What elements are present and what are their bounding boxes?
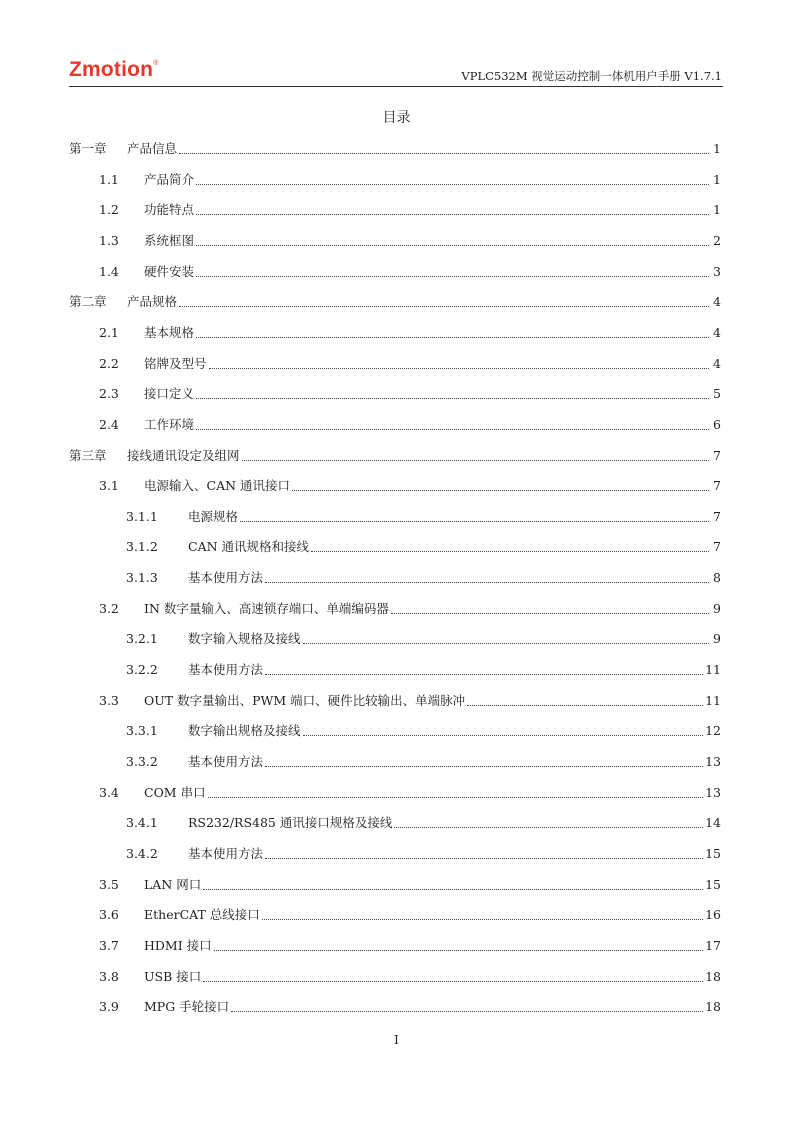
toc-entry-page: 9 [713,631,721,647]
toc-entry-page: 11 [705,662,721,678]
toc-entry[interactable] [69,658,721,678]
toc-dot-leader [196,418,709,430]
toc-entry-number: 3.1.1 [126,508,158,524]
toc-entry-number: 1.1 [99,171,119,187]
toc-entry-number: 3.1 [99,478,119,494]
toc-dot-leader [196,326,709,338]
toc-entry-page: 4 [713,324,721,340]
toc-entry-title: HDMI 接口 [144,937,212,953]
toc-entry-number: 1.4 [99,263,119,279]
toc-entry-page: 15 [705,876,721,892]
toc-entry-title: 产品简介 [144,171,195,187]
toc-entry-title: 硬件安装 [144,263,195,279]
toc-entry-title: 基本使用方法 [188,662,264,678]
toc-entry-number: 3.8 [99,968,119,984]
toc-entry-number: 3.6 [99,907,119,923]
toc-entry[interactable] [69,474,721,494]
toc-entry[interactable] [69,290,721,310]
toc-entry-title: 系统框图 [144,232,195,248]
toc-entry-title: 接线通讯设定及组网 [127,447,240,463]
toc-entry-title: USB 接口 [144,968,202,984]
toc-entry-page: 17 [705,937,721,953]
toc-entry-number: 3.4.2 [126,845,158,861]
toc-entry[interactable] [69,627,721,647]
toc-entry-number: 3.3 [99,692,119,708]
toc-dot-leader [303,724,704,736]
toc-entry-page: 16 [705,907,721,923]
toc-entry-page: 8 [713,570,721,586]
toc-entry[interactable] [69,260,721,280]
toc-entry[interactable] [69,995,721,1015]
toc-dot-leader [196,173,709,185]
toc-entry-number: 3.4 [99,784,119,800]
toc-dot-leader [242,449,709,461]
toc-entry-page: 7 [713,539,721,555]
toc-entry[interactable] [69,689,721,709]
toc-entry[interactable] [69,413,721,433]
toc-entry-number: 3.3.2 [126,754,158,769]
toc-dot-leader [179,295,709,307]
toc-entry-number: 1.2 [99,202,119,218]
toc-entry-title: 电源输入、CAN 通讯接口 [144,478,291,494]
toc-entry-title: 产品规格 [127,294,178,310]
toc-entry-title: 基本使用方法 [188,754,264,769]
toc-entry-title: 基本使用方法 [188,570,264,586]
toc-entry[interactable] [69,842,721,862]
toc-entry-page: 1 [713,171,721,187]
toc-dot-leader [265,663,703,675]
toc-entry-title: MPG 手轮接口 [144,999,230,1015]
toc-entry-page: 1 [713,141,721,156]
toc-entry-number: 3.2 [99,600,119,616]
toc-entry-title: LAN 网口 [144,876,202,892]
toc-entry-number: 3.1.2 [126,539,158,555]
toc-entry-page: 14 [705,815,721,831]
toc-entry-page: 13 [705,754,721,769]
toc-dot-leader [196,234,709,246]
toc-entry-number: 2.3 [99,386,119,402]
toc-entry[interactable] [69,566,721,586]
toc-entry-page: 15 [705,845,721,861]
toc-entry[interactable] [69,382,721,402]
toc-entry-title: 功能特点 [144,202,195,218]
toc-dot-leader [214,939,703,951]
toc-entry[interactable] [69,903,721,923]
toc-entry[interactable] [69,229,721,249]
toc-entry-page: 3 [713,263,721,279]
toc-entry-number: 2.1 [99,324,119,340]
toc-entry-number: 3.9 [99,999,119,1015]
toc-entry-page: 1 [713,202,721,218]
toc-entry-page: 7 [713,508,721,524]
toc-dot-leader [262,908,703,920]
toc-heading: 目录 [382,110,411,126]
toc-entry-title: 产品信息 [127,141,178,156]
document-title: VPLC532M 视觉运动控制一体机用户手册 V1.7.1 [461,69,722,83]
toc-entry[interactable] [69,321,721,341]
toc-entry-title: 基本使用方法 [188,845,264,861]
toc-entry-number: 1.3 [99,232,119,248]
toc-entry-title: 铭牌及型号 [144,355,207,371]
toc-dot-leader [265,755,703,767]
toc-entry-page: 11 [705,692,721,708]
toc-entry-title: 数字输出规格及接线 [188,723,301,739]
toc-entry-page: 2 [713,232,721,248]
toc-dot-leader [196,387,709,399]
toc-dot-leader [196,265,709,277]
toc-entry-title: RS232/RS485 通讯接口规格及接线 [188,815,393,831]
toc-entry-title: IN 数字量输入、高速锁存端口、单端编码器 [144,600,389,616]
toc-dot-leader [179,142,709,154]
toc-dot-leader [391,602,709,614]
toc-entry-title: EtherCAT 总线接口 [144,907,260,923]
toc-entry[interactable] [69,352,721,372]
toc-entry[interactable] [69,934,721,954]
zmotion-logo [69,58,159,82]
toc-entry-page: 9 [713,600,721,616]
toc-dot-leader [467,694,703,706]
toc-dot-leader [208,786,704,798]
footer-page-number: I [394,1032,399,1047]
toc-entry[interactable] [69,781,721,801]
toc-entry-title: 接口定义 [144,386,195,402]
toc-entry[interactable] [69,597,721,617]
toc-entry-title: CAN 通讯规格和接线 [188,539,310,555]
toc-dot-leader [231,1000,703,1012]
toc-entry-number: 3.2.2 [126,662,158,678]
toc-entry-title: 数字输入规格及接线 [188,631,301,647]
toc-entry-page: 18 [705,968,721,984]
toc-dot-leader [265,847,703,859]
toc-entry-page: 4 [713,355,721,371]
toc-entry[interactable] [69,719,721,739]
toc-entry-number: 3.4.1 [126,815,158,831]
toc-entry[interactable] [69,505,721,525]
toc-entry-number: 3.1.3 [126,570,158,586]
toc-entry[interactable] [69,965,721,985]
toc-dot-leader [265,571,709,583]
toc-entry-title: 工作环境 [144,416,195,432]
toc-entry-title: OUT 数字量输出、PWM 端口、硬件比较输出、单端脉冲 [144,692,466,708]
toc-entry-number: 3.3.1 [126,723,158,739]
toc-entry-page: 5 [713,386,721,402]
toc-entry-title: 基本规格 [144,324,195,340]
toc-dot-leader [240,510,709,522]
toc-entry-number: 3.7 [99,937,119,953]
registered-mark: ® [153,60,159,67]
toc-dot-leader [203,878,703,890]
toc-dot-leader [303,632,709,644]
toc-entry-number: 3.2.1 [126,631,158,647]
toc-entry-page: 6 [713,416,721,432]
toc-dot-leader [394,816,703,828]
header-divider [69,86,723,87]
toc-entry[interactable] [69,535,721,555]
toc-entry-page: 7 [713,447,721,463]
toc-entry[interactable] [69,168,721,188]
toc-entry[interactable] [69,444,721,464]
toc-entry-page: 13 [705,784,721,800]
toc-entry-title: COM 串口 [144,784,206,800]
toc-dot-leader [196,203,709,215]
toc-dot-leader [292,479,709,491]
toc-entry-number: 第三章 [69,447,107,463]
toc-entry-title: 电源规格 [188,508,239,524]
toc-entry-page: 4 [713,294,721,310]
toc-entry-number: 3.5 [99,876,119,892]
toc-entry[interactable] [69,198,721,218]
toc-entry-number: 第二章 [69,294,107,310]
toc-dot-leader [311,540,709,552]
toc-entry-page: 12 [705,723,721,739]
toc-entry[interactable] [69,137,721,157]
toc-entry[interactable] [69,750,721,770]
toc-entry-number: 第一章 [69,141,107,156]
toc-dot-leader [209,357,709,369]
toc-entry-page: 18 [705,999,721,1015]
toc-entry-page: 7 [713,478,721,494]
toc-dot-leader [203,970,703,982]
toc-entry-number: 2.4 [99,416,119,432]
logo-text: Zmotion [69,58,154,81]
toc-entry[interactable] [69,811,721,831]
toc-entry[interactable] [69,873,721,893]
toc-entry-number: 2.2 [99,355,119,371]
